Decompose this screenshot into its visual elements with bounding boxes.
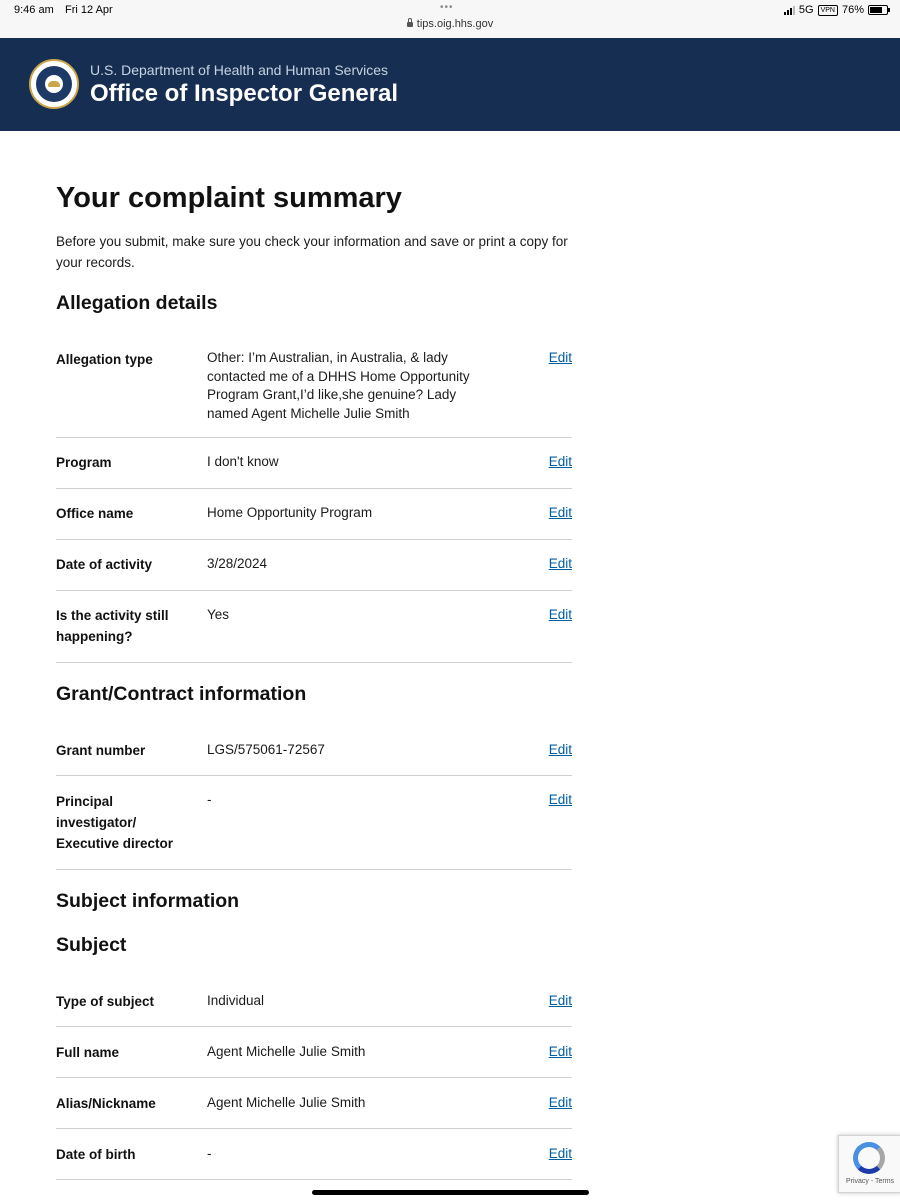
subject-information-heading: Subject information — [56, 890, 240, 912]
edit-program-link[interactable]: Edit — [548, 454, 572, 469]
row-value: Agent Michelle Julie Smith — [207, 1095, 366, 1110]
row-value: I don't know — [207, 454, 279, 469]
row-value: Agent Michelle Julie Smith — [207, 1044, 366, 1059]
row-value: LGS/575061-72567 — [207, 742, 325, 757]
recaptcha-badge[interactable] — [838, 1135, 900, 1193]
row-value: 3/28/2024 — [207, 556, 268, 571]
row-label: Alias/Nickname — [56, 1096, 156, 1111]
row-value: Home Opportunity Program — [207, 505, 373, 520]
allegation-details-heading: Allegation details — [56, 292, 218, 314]
row-alias-nickname — [56, 1079, 572, 1129]
edit-office-name-link[interactable]: Edit — [548, 505, 572, 520]
multitasking-dots-icon[interactable]: ••• — [440, 2, 454, 13]
edit-principal-investigator-link[interactable]: Edit — [548, 792, 572, 807]
edit-date-of-birth-link[interactable]: Edit — [548, 1146, 572, 1161]
recaptcha-links[interactable]: Privacy - Terms — [845, 1178, 895, 1185]
status-time: 9:46 am — [14, 4, 54, 16]
row-label: Allegation type — [56, 352, 153, 367]
office-name[interactable]: Office of Inspector General — [90, 80, 399, 107]
edit-full-name-link[interactable]: Edit — [548, 1044, 572, 1059]
row-label: Date of activity — [56, 557, 153, 572]
row-label: Full name — [56, 1045, 120, 1060]
row-program — [56, 438, 572, 489]
status-date: Fri 12 Apr — [65, 4, 113, 16]
edit-alias-nickname-link[interactable]: Edit — [548, 1095, 572, 1110]
row-grant-number — [56, 726, 572, 776]
home-indicator[interactable] — [312, 1190, 589, 1195]
row-date-of-birth — [56, 1130, 572, 1180]
grant-contract-heading: Grant/Contract information — [56, 683, 307, 705]
battery-icon — [868, 5, 888, 15]
row-label: Grant number — [56, 743, 146, 758]
row-label: Program — [56, 455, 112, 470]
row-value: Other: I’m Australian, in Australia, & lady contacted me of a DHHS Home Opportunity Program Grant,I’d like,she genuine? Lady named Agent Michelle Julie Smith — [207, 350, 470, 421]
row-full-name — [56, 1028, 572, 1078]
row-label: Office name — [56, 506, 134, 521]
url-text: tips.oig.hhs.gov — [416, 18, 494, 30]
status-bar — [0, 0, 900, 38]
status-indicators — [784, 4, 888, 16]
vpn-badge: VPN — [818, 5, 838, 16]
signal-icon — [784, 6, 795, 15]
row-type-of-subject — [56, 977, 572, 1027]
network-label: 5G — [798, 4, 814, 16]
row-value: - — [207, 792, 212, 807]
row-principal-investigator — [56, 776, 572, 870]
edit-type-of-subject-link[interactable]: Edit — [548, 993, 572, 1008]
page-title: Your complaint summary — [56, 182, 402, 214]
row-value: - — [207, 1146, 212, 1161]
intro-text: Before you submit, make sure you check your information and save or print a copy for your records. — [56, 234, 568, 270]
hhs-seal-icon[interactable] — [29, 59, 79, 109]
row-date-of-activity — [56, 540, 572, 591]
battery-percent: 76% — [841, 4, 864, 16]
edit-grant-number-link[interactable]: Edit — [548, 742, 572, 757]
recaptcha-icon — [853, 1142, 885, 1174]
agency-name[interactable]: U.S. Department of Health and Human Services — [90, 62, 389, 78]
edit-date-of-activity-link[interactable]: Edit — [548, 556, 572, 571]
address-bar[interactable] — [0, 18, 900, 30]
row-value: Yes — [207, 607, 230, 622]
edit-activity-ongoing-link[interactable]: Edit — [548, 607, 572, 622]
lock-icon — [407, 22, 413, 27]
edit-allegation-type-link[interactable]: Edit — [548, 350, 572, 365]
row-label: Type of subject — [56, 994, 155, 1009]
row-label: Date of birth — [56, 1147, 136, 1162]
row-office-name — [56, 489, 572, 540]
subject-subheading: Subject — [56, 934, 127, 956]
site-header — [0, 38, 900, 131]
row-label: Principal investigator/ Executive director — [56, 794, 174, 851]
row-value: Individual — [207, 993, 265, 1008]
row-label: Is the activity still happening? — [56, 608, 169, 644]
row-activity-ongoing — [56, 591, 572, 663]
row-allegation-type — [56, 348, 572, 438]
